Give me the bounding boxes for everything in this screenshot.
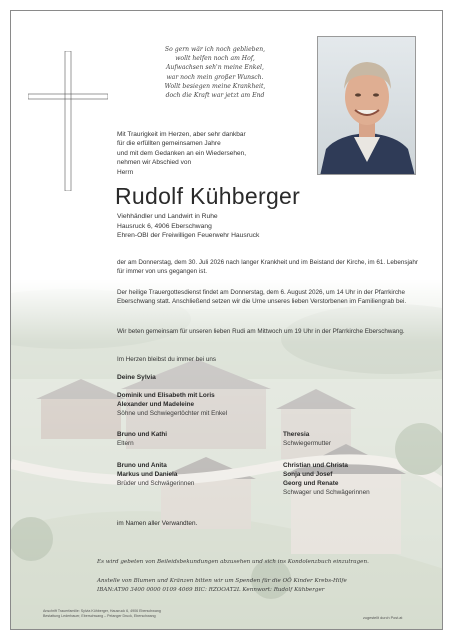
deceased-details	[117, 212, 397, 241]
poem-line: war noch mein großer Wunsch.	[166, 73, 264, 81]
poem-line: Aufwachsen seh'n meine Enkel,	[166, 64, 264, 72]
postal-brand: zugestellt durch Post.at	[363, 616, 403, 620]
deceased-name: Rudolf Kühberger	[115, 183, 301, 209]
footer-imprint	[43, 609, 161, 619]
donation-note: Anstelle von Blumen und Kränzen bitten wir um Spenden für die OÖ Kinder Krebs-Hilfe	[97, 578, 347, 584]
intro-line: für die erfüllten gemeinsamen Jahre	[117, 140, 221, 148]
poem	[133, 45, 297, 100]
family-relation: Schwiegermutter	[283, 439, 331, 447]
cross-icon	[28, 51, 108, 191]
family-names: Alexander und Madeleine	[117, 400, 195, 408]
death-notice-paragraph: der am Donnerstag, dem 30. Juli 2026 nach langer Krankheit und im Beistand der Kirche, im 61. Lebensjahr für immer von uns gegangen ist.	[117, 259, 419, 276]
family-names: Markus und Daniela	[117, 470, 178, 478]
family-names: Georg und Renate	[283, 479, 339, 487]
family-group-brothers	[117, 462, 292, 489]
intro-line: nehmen wir Abschied von	[117, 159, 192, 167]
closing-line: im Namen aller Verwandten.	[117, 520, 198, 527]
intro-line: Mit Traurigkeit im Herzen, aber sehr dankbar	[117, 131, 246, 138]
funeral-service-paragraph: Der heilige Trauergottesdienst findet am Donnerstag, dem 6. August 2026, um 14 Uhr in der Pfarrkirche Eberschwang statt. Anschließend setzen wir die Urne unseres lieben Verstorbenen im Familiengrab bei.	[117, 289, 407, 306]
portrait-photo	[317, 36, 416, 175]
family-names: Christian und Christa	[283, 462, 348, 469]
address: Hausruck 6, 4906 Eberschwang	[117, 222, 212, 230]
family-names: Bruno und Anita	[117, 462, 167, 469]
poem-line: doch die Kraft war jetzt am End	[165, 92, 265, 100]
family-group-sons	[117, 392, 292, 419]
signature: Deine Sylvia	[117, 374, 156, 381]
family-relation: Söhne und Schwiegertöchter mit Enkel	[117, 409, 228, 417]
remembrance-line: Im Herzen bleibst du immer bei uns	[117, 356, 217, 363]
family-names: Theresia	[283, 431, 310, 438]
family-names: Sonja und Josef	[283, 470, 333, 478]
bank-details: IBAN:AT90 3400 0000 0109 4069 BIC: RZOOAT2L Kennwort: Rudolf Kühberger	[97, 587, 325, 593]
family-relation: Schwager und Schwägerinnen	[283, 488, 370, 496]
family-group-mother-in-law	[283, 431, 443, 449]
footer-line: Anschrift Trauerfamilie: Sylvia Kühberger, Hausruck 6, 4906 Eberschwang	[43, 609, 161, 613]
prayer-paragraph: Wir beten gemeinsam für unseren lieben Rudi am Mittwoch um 19 Uhr in der Pfarrkirche Eberschwang.	[117, 328, 405, 335]
family-names: Bruno und Kathi	[117, 431, 168, 438]
poem-line: wollt helfen noch am Hof,	[175, 55, 255, 63]
family-group-parents	[117, 431, 292, 449]
obituary-page	[10, 10, 443, 630]
family-relation: Brüder und Schwägerinnen	[117, 479, 195, 487]
intro-line: Herrn	[117, 168, 134, 176]
poem-line: Wollt besiegen meine Krankheit,	[164, 82, 266, 90]
occupation: Viehhändler und Landwirt in Ruhe	[117, 213, 218, 220]
honorary-title: Ehren-OBI der Freiwilligen Feuerwehr Hausruck	[117, 232, 260, 240]
family-names: Dominik und Elisabeth mit Loris	[117, 392, 215, 399]
footer-line: Bestattung Lederbauer, Eberschwang – Pelanger Druck, Eberschwang	[43, 614, 156, 619]
portrait-image	[318, 37, 416, 175]
condolence-note: Es wird gebeten von Beileidsbekundungen abzusehen und sich ins Kondolenzbuch einzutragen.	[97, 559, 369, 565]
intro-line: und mit dem Gedanken an ein Wiedersehen,	[117, 149, 246, 157]
intro-text	[117, 130, 307, 177]
family-relation: Eltern	[117, 439, 134, 447]
family-group-in-laws	[283, 462, 443, 498]
poem-line: So gern wär ich noch geblieben,	[164, 46, 266, 53]
